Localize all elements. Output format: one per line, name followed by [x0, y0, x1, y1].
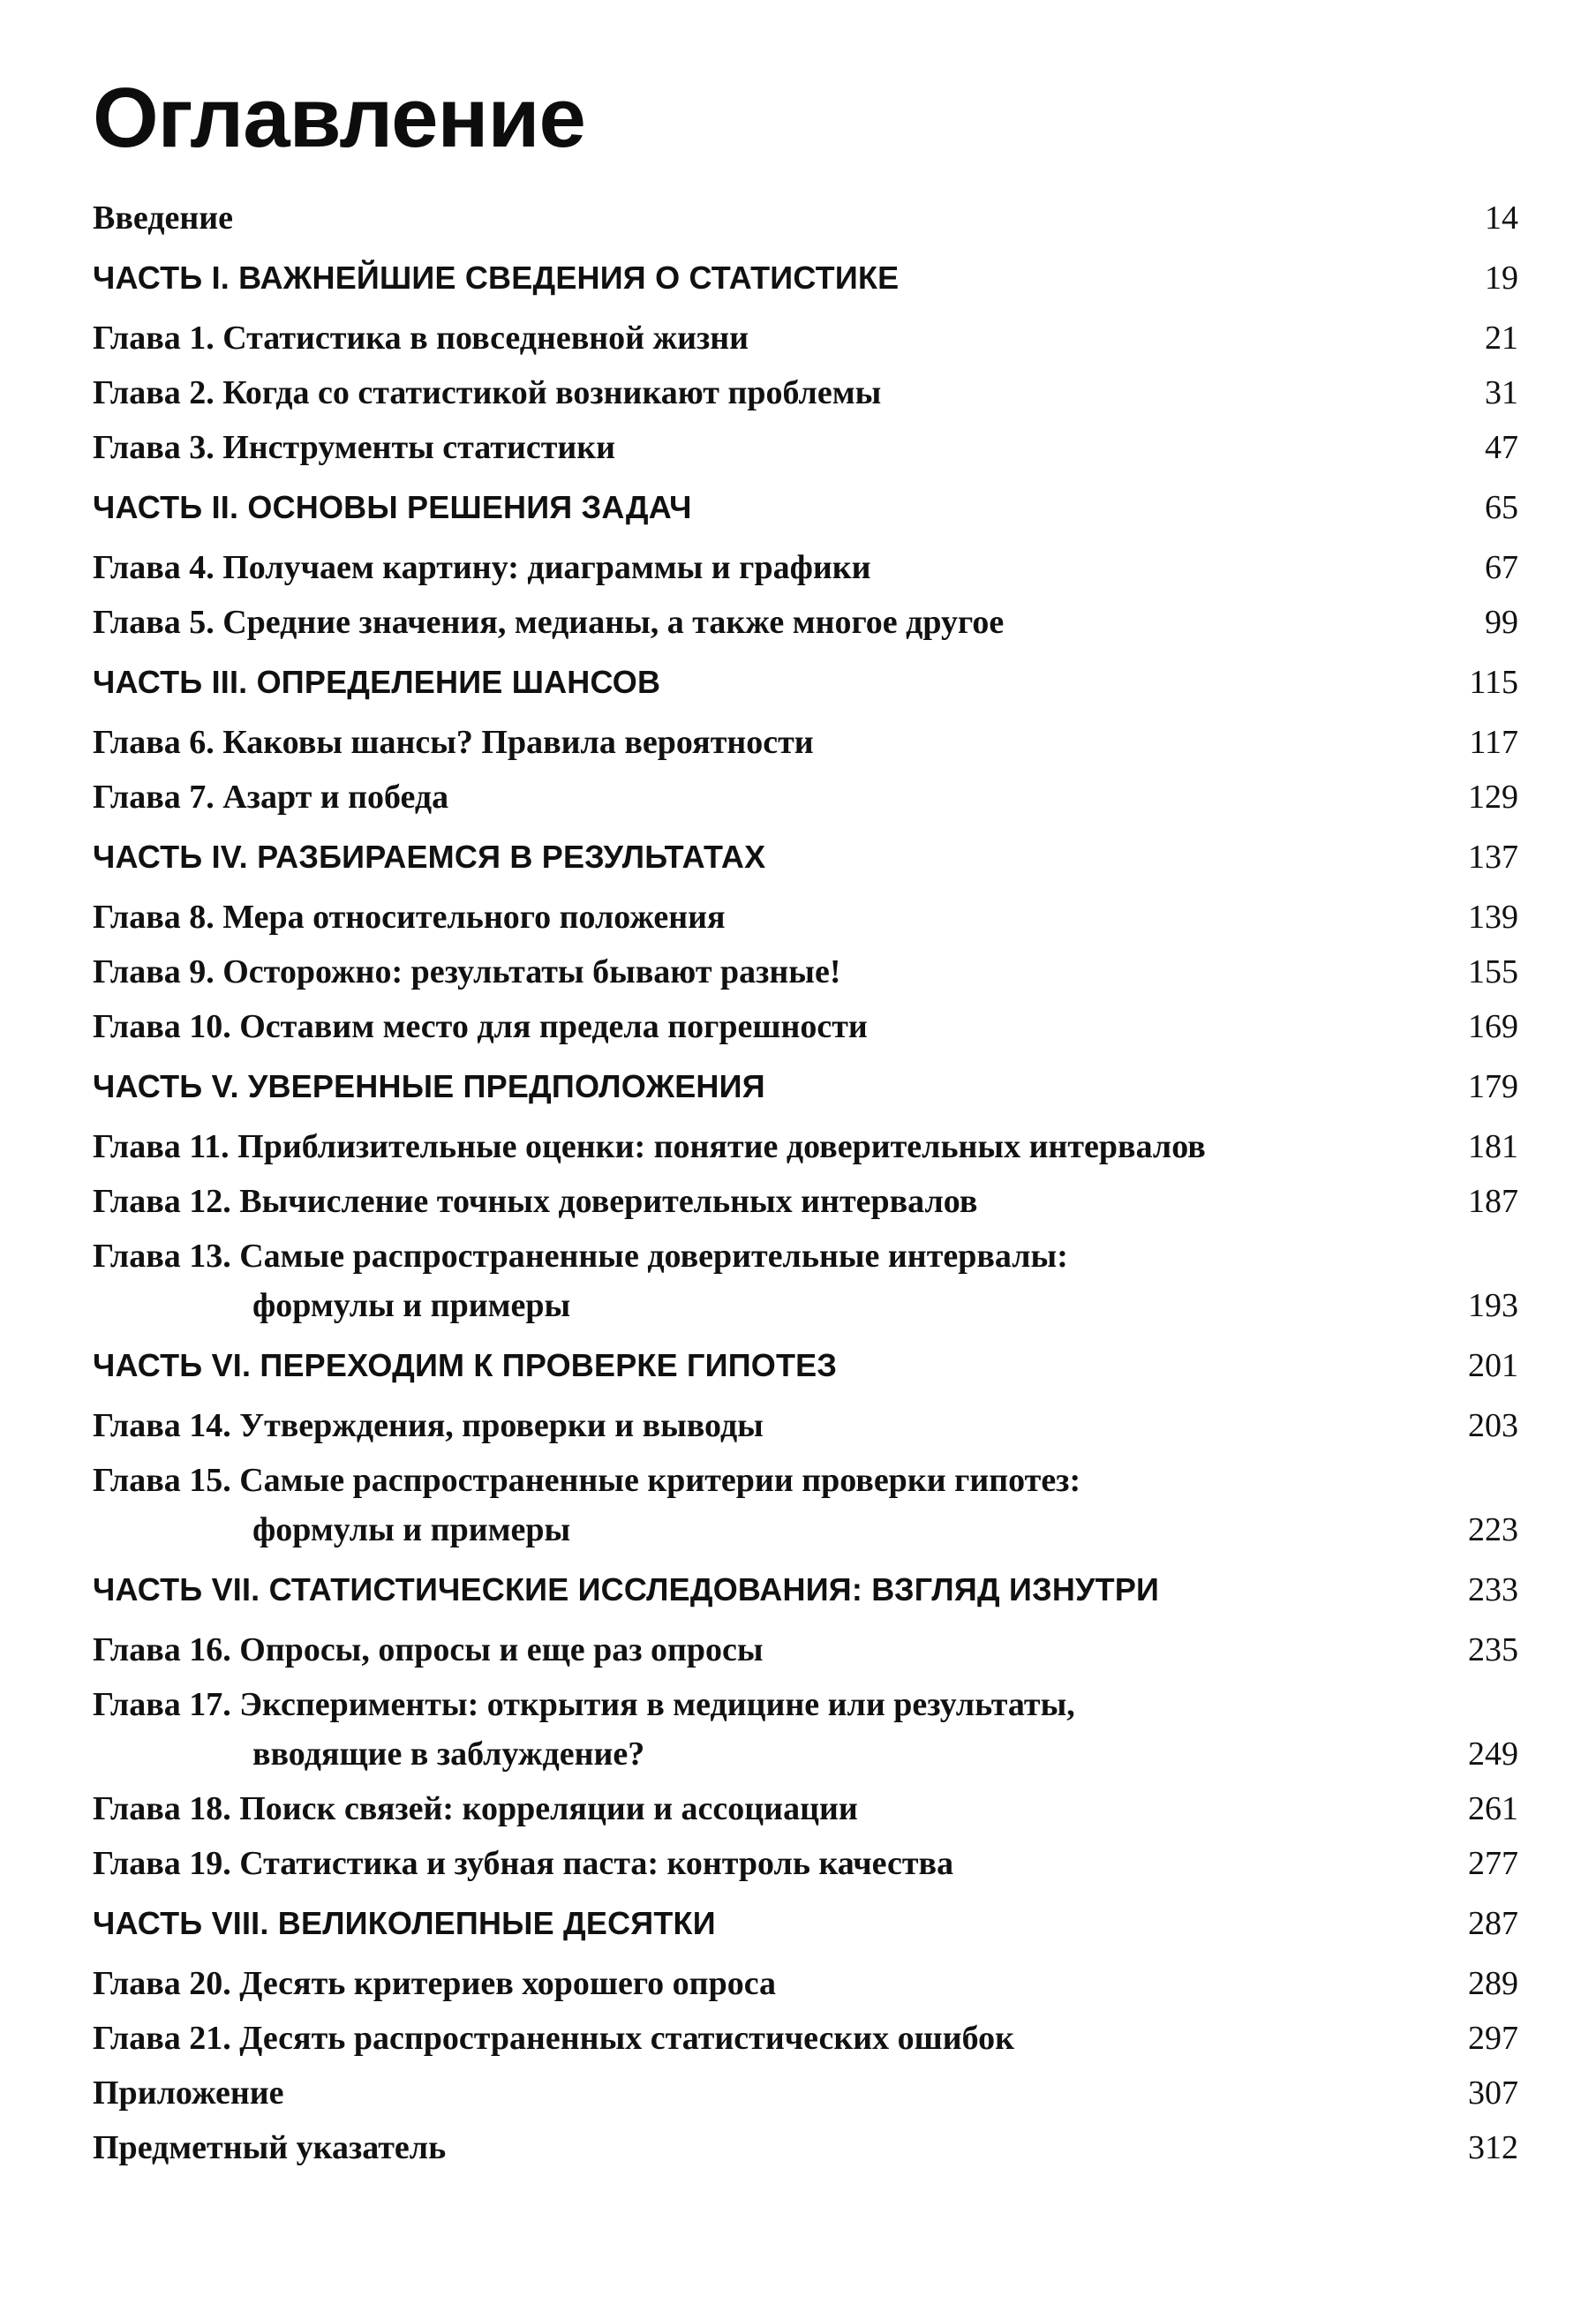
entry-label: Введение [93, 199, 233, 237]
chapter-label: Глава 19. Статистика и зубная паста: контроль качества [93, 1844, 954, 1882]
toc-part-3[interactable] [93, 650, 1518, 715]
toc-chapter-5[interactable] [93, 595, 1518, 650]
toc-chapter-12[interactable] [93, 1174, 1518, 1229]
part-page-number: 65 [1485, 488, 1518, 526]
chapter-label: Глава 16. Опросы, опросы и еще раз опросы [93, 1630, 764, 1668]
chapter-label: Глава 5. Средние значения, медианы, а также многое другое [93, 603, 1005, 641]
chapter-page-number: 117 [1469, 723, 1518, 761]
toc-chapter-11[interactable] [93, 1119, 1518, 1174]
part-label: ЧАСТЬ III. ОПРЕДЕЛЕНИЕ ШАНСОВ [93, 663, 661, 700]
chapter-label: Глава 3. Инструменты статистики [93, 428, 616, 466]
toc-entry-introduction[interactable] [93, 191, 1518, 245]
chapter-page-number: 249 [1468, 1735, 1518, 1773]
toc-chapter-19[interactable] [93, 1836, 1518, 1891]
toc-part-4[interactable] [93, 824, 1518, 890]
chapter-page-number: 169 [1468, 1007, 1518, 1045]
toc-chapter-13[interactable] [93, 1229, 1518, 1333]
chapter-page-number: 289 [1468, 1964, 1518, 2002]
chapter-page-number: 261 [1468, 1789, 1518, 1827]
chapter-label: Глава 18. Поиск связей: корреляции и ассоциации [93, 1789, 858, 1827]
toc-chapter-20[interactable] [93, 1956, 1518, 2011]
toc-part-1[interactable] [93, 245, 1518, 311]
part-label: ЧАСТЬ VI. ПЕРЕХОДИМ К ПРОВЕРКЕ ГИПОТЕЗ [93, 1346, 838, 1383]
toc-chapter-9[interactable] [93, 945, 1518, 999]
toc-entry-appendix[interactable] [93, 2066, 1518, 2120]
chapter-label: Глава 20. Десять критериев хорошего опроса [93, 1964, 777, 2002]
chapter-label-line2: вводящие в заблуждение? [252, 1735, 645, 1773]
chapter-label: Глава 2. Когда со статистикой возникают проблемы [93, 373, 882, 411]
chapter-page-number: 203 [1468, 1406, 1518, 1444]
toc-chapter-4[interactable] [93, 540, 1518, 595]
chapter-page-number: 67 [1485, 548, 1518, 586]
chapter-page-number: 193 [1468, 1286, 1518, 1324]
toc-part-7[interactable] [93, 1557, 1518, 1623]
entry-page-number: 14 [1485, 199, 1518, 237]
chapter-label [93, 1677, 1439, 1781]
chapter-label: Глава 4. Получаем картину: диаграммы и графики [93, 548, 871, 586]
chapter-label-line1: Глава 15. Самые распространенные критерии проверки гипотез: [93, 1461, 1081, 1499]
chapter-page-number: 277 [1468, 1844, 1518, 1882]
table-of-contents [93, 191, 1518, 2175]
toc-chapter-1[interactable] [93, 311, 1518, 365]
entry-label: Предметный указатель [93, 2128, 447, 2166]
part-page-number: 201 [1468, 1346, 1518, 1384]
chapter-page-number: 21 [1485, 319, 1518, 357]
chapter-label: Глава 11. Приблизительные оценки: понятие доверительных интервалов [93, 1127, 1206, 1165]
part-label: ЧАСТЬ I. ВАЖНЕЙШИЕ СВЕДЕНИЯ О СТАТИСТИКЕ [93, 259, 900, 296]
part-page-number: 287 [1468, 1904, 1518, 1942]
toc-part-2[interactable] [93, 475, 1518, 540]
entry-page-number: 312 [1468, 2128, 1518, 2166]
toc-chapter-15[interactable] [93, 1453, 1518, 1557]
chapter-page-number: 99 [1485, 603, 1518, 641]
part-label: ЧАСТЬ V. УВЕРЕННЫЕ ПРЕДПОЛОЖЕНИЯ [93, 1067, 765, 1104]
chapter-label: Глава 14. Утверждения, проверки и выводы [93, 1406, 764, 1444]
chapter-page-number: 223 [1468, 1510, 1518, 1548]
entry-label: Приложение [93, 2074, 284, 2112]
toc-chapter-3[interactable] [93, 420, 1518, 475]
chapter-label: Глава 1. Статистика в повседневной жизни [93, 319, 749, 357]
toc-chapter-10[interactable] [93, 999, 1518, 1054]
toc-page [93, 71, 1518, 2175]
part-label: ЧАСТЬ II. ОСНОВЫ РЕШЕНИЯ ЗАДАЧ [93, 488, 692, 525]
chapter-page-number: 47 [1485, 428, 1518, 466]
chapter-label [93, 1229, 1439, 1333]
chapter-page-number: 181 [1468, 1127, 1518, 1165]
part-label: ЧАСТЬ VII. СТАТИСТИЧЕСКИЕ ИССЛЕДОВАНИЯ: ВЗГЛЯД ИЗНУТРИ [93, 1570, 1160, 1608]
toc-part-6[interactable] [93, 1333, 1518, 1398]
toc-chapter-18[interactable] [93, 1781, 1518, 1836]
part-page-number: 179 [1468, 1067, 1518, 1105]
part-page-number: 233 [1468, 1570, 1518, 1608]
chapter-label-line1: Глава 13. Самые распространенные доверительные интервалы: [93, 1237, 1068, 1275]
toc-chapter-21[interactable] [93, 2011, 1518, 2066]
part-page-number: 137 [1468, 838, 1518, 876]
chapter-label: Глава 9. Осторожно: результаты бывают разные! [93, 952, 841, 990]
toc-part-8[interactable] [93, 1891, 1518, 1956]
chapter-label-line2: формулы и примеры [252, 1510, 571, 1548]
chapter-label: Глава 6. Каковы шансы? Правила вероятности [93, 723, 814, 761]
chapter-label: Глава 8. Мера относительного положения [93, 898, 726, 936]
chapter-label: Глава 10. Оставим место для предела погрешности [93, 1007, 868, 1045]
part-page-number: 19 [1485, 259, 1518, 297]
part-label: ЧАСТЬ VIII. ВЕЛИКОЛЕПНЫЕ ДЕСЯТКИ [93, 1904, 716, 1941]
chapter-label-line1: Глава 17. Эксперименты: открытия в медицине или результаты, [93, 1685, 1075, 1723]
toc-chapter-7[interactable] [93, 770, 1518, 824]
toc-chapter-6[interactable] [93, 715, 1518, 770]
chapter-page-number: 155 [1468, 952, 1518, 990]
entry-page-number: 307 [1468, 2074, 1518, 2112]
page-title: Оглавление [93, 71, 585, 165]
chapter-label [93, 1453, 1439, 1557]
chapter-page-number: 297 [1468, 2019, 1518, 2057]
chapter-label: Глава 12. Вычисление точных доверительных интервалов [93, 1182, 978, 1220]
chapter-page-number: 129 [1468, 778, 1518, 816]
toc-chapter-16[interactable] [93, 1623, 1518, 1677]
toc-entry-index[interactable] [93, 2120, 1518, 2175]
toc-part-5[interactable] [93, 1054, 1518, 1119]
chapter-page-number: 235 [1468, 1630, 1518, 1668]
part-label: ЧАСТЬ IV. РАЗБИРАЕМСЯ В РЕЗУЛЬТАТАХ [93, 838, 766, 875]
chapter-page-number: 187 [1468, 1182, 1518, 1220]
toc-chapter-2[interactable] [93, 365, 1518, 420]
chapter-page-number: 139 [1468, 898, 1518, 936]
toc-chapter-17[interactable] [93, 1677, 1518, 1781]
chapter-label: Глава 7. Азарт и победа [93, 778, 449, 816]
toc-chapter-8[interactable] [93, 890, 1518, 945]
part-page-number: 115 [1469, 663, 1518, 701]
chapter-page-number: 31 [1485, 373, 1518, 411]
chapter-label: Глава 21. Десять распространенных статистических ошибок [93, 2019, 1015, 2057]
chapter-label-line2: формулы и примеры [252, 1286, 571, 1324]
toc-chapter-14[interactable] [93, 1398, 1518, 1453]
